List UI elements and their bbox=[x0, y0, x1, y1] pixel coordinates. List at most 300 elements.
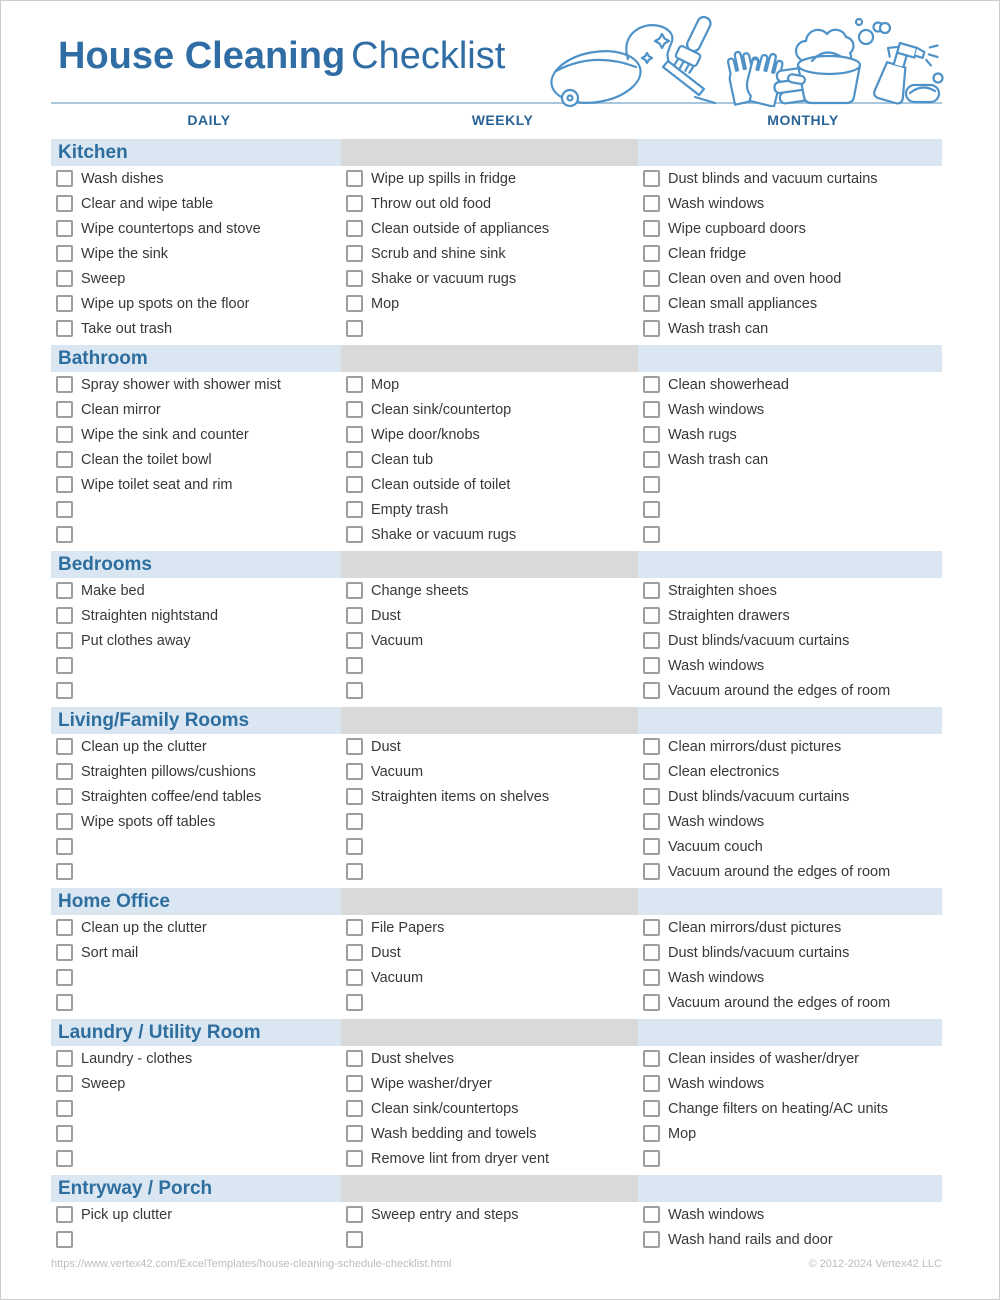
task-checkbox[interactable] bbox=[643, 1050, 660, 1067]
task-cell-daily bbox=[51, 451, 341, 468]
task-checkbox[interactable] bbox=[346, 170, 363, 187]
task-checkbox[interactable] bbox=[56, 1125, 73, 1142]
section-title: Home Office bbox=[58, 891, 170, 912]
task-cell-monthly bbox=[638, 582, 942, 599]
column-headers bbox=[51, 104, 942, 135]
task-cell-monthly bbox=[638, 969, 942, 986]
task-checkbox[interactable] bbox=[56, 1050, 73, 1067]
band-segment-monthly bbox=[638, 551, 942, 578]
task-checkbox[interactable] bbox=[643, 1100, 660, 1117]
task-checkbox[interactable] bbox=[56, 763, 73, 780]
task-checkbox[interactable] bbox=[346, 1150, 363, 1167]
task-label: Clean outside of toilet bbox=[371, 476, 511, 493]
task-row bbox=[51, 422, 942, 447]
task-cell-daily bbox=[51, 376, 341, 393]
task-checkbox[interactable] bbox=[346, 863, 363, 880]
task-checkbox[interactable] bbox=[346, 1075, 363, 1092]
task-row bbox=[51, 809, 942, 834]
section-header-band bbox=[51, 888, 942, 915]
task-checkbox[interactable] bbox=[56, 320, 73, 337]
task-checkbox[interactable] bbox=[346, 1125, 363, 1142]
task-checkbox[interactable] bbox=[56, 582, 73, 599]
task-label: Change sheets bbox=[371, 582, 469, 599]
section-title: Living/Family Rooms bbox=[58, 710, 250, 731]
task-row bbox=[51, 1096, 942, 1121]
task-row bbox=[51, 1146, 942, 1171]
task-checkbox[interactable] bbox=[643, 195, 660, 212]
task-label: Vacuum couch bbox=[668, 838, 763, 855]
task-checkbox[interactable] bbox=[643, 295, 660, 312]
section-laundry-utility-room bbox=[51, 1019, 942, 1171]
page-title-main: House Cleaning bbox=[58, 35, 346, 77]
section-title: Bathroom bbox=[58, 348, 148, 369]
task-label: Shake or vacuum rugs bbox=[371, 526, 517, 543]
task-checkbox[interactable] bbox=[346, 607, 363, 624]
task-checkbox[interactable] bbox=[643, 838, 660, 855]
section-title: Laundry / Utility Room bbox=[58, 1022, 261, 1043]
task-cell-daily bbox=[51, 1150, 341, 1167]
band-segment-weekly bbox=[341, 707, 638, 734]
task-checkbox[interactable] bbox=[346, 1050, 363, 1067]
task-checkbox[interactable] bbox=[56, 526, 73, 543]
task-cell-daily bbox=[51, 919, 341, 936]
task-checkbox[interactable] bbox=[346, 582, 363, 599]
task-checkbox[interactable] bbox=[643, 1150, 660, 1167]
task-checkbox[interactable] bbox=[643, 1206, 660, 1223]
task-checkbox[interactable] bbox=[56, 944, 73, 961]
task-checkbox[interactable] bbox=[643, 270, 660, 287]
task-label: Clean sink/countertops bbox=[371, 1100, 519, 1117]
task-row bbox=[51, 1202, 942, 1227]
task-checkbox[interactable] bbox=[643, 320, 660, 337]
task-checkbox[interactable] bbox=[346, 763, 363, 780]
task-row bbox=[51, 241, 942, 266]
task-checkbox[interactable] bbox=[643, 919, 660, 936]
task-checkbox[interactable] bbox=[56, 195, 73, 212]
band-segment-weekly bbox=[341, 551, 638, 578]
task-checkbox[interactable] bbox=[346, 245, 363, 262]
task-cell-weekly bbox=[341, 1206, 638, 1223]
task-cell-weekly bbox=[341, 245, 638, 262]
task-cell-monthly bbox=[638, 295, 942, 312]
task-label: Put clothes away bbox=[81, 632, 191, 649]
task-checkbox[interactable] bbox=[643, 788, 660, 805]
task-checkbox[interactable] bbox=[56, 863, 73, 880]
task-cell-daily bbox=[51, 270, 341, 287]
section-title: Bedrooms bbox=[58, 554, 152, 575]
task-label: Clean up the clutter bbox=[81, 738, 207, 755]
task-label: Vacuum bbox=[371, 632, 424, 649]
task-label: Wipe the sink and counter bbox=[81, 426, 249, 443]
band-segment-weekly bbox=[341, 139, 638, 166]
task-cell-daily bbox=[51, 426, 341, 443]
band-segment-weekly bbox=[341, 888, 638, 915]
task-checkbox[interactable] bbox=[346, 426, 363, 443]
task-checkbox[interactable] bbox=[643, 401, 660, 418]
task-cell-weekly bbox=[341, 607, 638, 624]
task-row bbox=[51, 578, 942, 603]
task-checkbox[interactable] bbox=[643, 170, 660, 187]
task-checkbox[interactable] bbox=[346, 320, 363, 337]
task-label: Wipe toilet seat and rim bbox=[81, 476, 233, 493]
task-cell-weekly bbox=[341, 969, 638, 986]
task-checkbox[interactable] bbox=[643, 632, 660, 649]
section-bathroom bbox=[51, 345, 942, 547]
task-cell-daily bbox=[51, 969, 341, 986]
task-label: Straighten coffee/end tables bbox=[81, 788, 262, 805]
task-cell-daily bbox=[51, 476, 341, 493]
task-label: Clean sink/countertop bbox=[371, 401, 512, 418]
task-checkbox[interactable] bbox=[56, 838, 73, 855]
task-checkbox[interactable] bbox=[56, 813, 73, 830]
task-label: Dust blinds/vacuum curtains bbox=[668, 632, 850, 649]
task-row bbox=[51, 759, 942, 784]
task-cell-monthly bbox=[638, 526, 942, 543]
task-label: Clean outside of appliances bbox=[371, 220, 550, 237]
task-cell-daily bbox=[51, 632, 341, 649]
task-checkbox[interactable] bbox=[643, 1231, 660, 1248]
task-cell-weekly bbox=[341, 1075, 638, 1092]
task-checkbox[interactable] bbox=[346, 501, 363, 518]
task-label: Scrub and shine sink bbox=[371, 245, 506, 262]
task-cell-monthly bbox=[638, 1125, 942, 1142]
task-checkbox[interactable] bbox=[56, 607, 73, 624]
task-cell-monthly bbox=[638, 1150, 942, 1167]
task-cell-daily bbox=[51, 1231, 341, 1248]
band-segment-daily bbox=[51, 1019, 341, 1046]
task-cell-weekly bbox=[341, 401, 638, 418]
task-cell-monthly bbox=[638, 220, 942, 237]
task-cell-weekly bbox=[341, 270, 638, 287]
section-entryway-porch bbox=[51, 1175, 942, 1252]
task-cell-daily bbox=[51, 682, 341, 699]
task-cell-weekly bbox=[341, 788, 638, 805]
task-cell-weekly bbox=[341, 682, 638, 699]
task-row bbox=[51, 1227, 942, 1252]
task-cell-monthly bbox=[638, 994, 942, 1011]
task-checkbox[interactable] bbox=[56, 1150, 73, 1167]
task-label: Clean mirrors/dust pictures bbox=[668, 919, 842, 936]
task-checkbox[interactable] bbox=[643, 376, 660, 393]
task-checkbox[interactable] bbox=[643, 451, 660, 468]
task-cell-weekly bbox=[341, 426, 638, 443]
task-checkbox[interactable] bbox=[56, 788, 73, 805]
task-checkbox[interactable] bbox=[56, 170, 73, 187]
task-label: Throw out old food bbox=[371, 195, 492, 212]
task-checkbox[interactable] bbox=[643, 969, 660, 986]
band-segment-weekly bbox=[341, 1019, 638, 1046]
task-label: Dust blinds/vacuum curtains bbox=[668, 788, 850, 805]
task-cell-monthly bbox=[638, 632, 942, 649]
task-checkbox[interactable] bbox=[643, 607, 660, 624]
task-cell-daily bbox=[51, 245, 341, 262]
column-header-weekly: WEEKLY bbox=[471, 111, 534, 128]
task-cell-weekly bbox=[341, 1231, 638, 1248]
task-checkbox[interactable] bbox=[346, 919, 363, 936]
task-checkbox[interactable] bbox=[56, 657, 73, 674]
cleaning-illustration bbox=[544, 15, 944, 107]
task-checkbox[interactable] bbox=[56, 994, 73, 1011]
task-checkbox[interactable] bbox=[56, 1206, 73, 1223]
task-label: Empty trash bbox=[371, 501, 449, 518]
band-segment-daily bbox=[51, 551, 341, 578]
task-cell-daily bbox=[51, 582, 341, 599]
task-label: Dust bbox=[371, 607, 401, 624]
task-cell-daily bbox=[51, 1075, 341, 1092]
task-cell-daily bbox=[51, 526, 341, 543]
task-row bbox=[51, 603, 942, 628]
task-label: Wipe up spots on the floor bbox=[81, 295, 250, 312]
task-checkbox[interactable] bbox=[346, 1231, 363, 1248]
task-checkbox[interactable] bbox=[643, 738, 660, 755]
task-checkbox[interactable] bbox=[346, 476, 363, 493]
task-checkbox[interactable] bbox=[643, 813, 660, 830]
task-label: Straighten items on shelves bbox=[371, 788, 550, 805]
task-label: Wash bedding and towels bbox=[371, 1125, 537, 1142]
task-checkbox[interactable] bbox=[346, 788, 363, 805]
task-checkbox[interactable] bbox=[56, 969, 73, 986]
task-checkbox[interactable] bbox=[643, 526, 660, 543]
task-label: Wash hand rails and door bbox=[668, 1231, 833, 1248]
task-checkbox[interactable] bbox=[56, 682, 73, 699]
task-cell-daily bbox=[51, 295, 341, 312]
task-cell-weekly bbox=[341, 1100, 638, 1117]
task-label: Sweep entry and steps bbox=[371, 1206, 519, 1223]
task-checkbox[interactable] bbox=[643, 1075, 660, 1092]
task-checkbox[interactable] bbox=[346, 376, 363, 393]
task-cell-monthly bbox=[638, 1100, 942, 1117]
task-row bbox=[51, 291, 942, 316]
task-label: Mop bbox=[371, 376, 400, 393]
footer-url: https://www.vertex42.com/ExcelTemplates/house-cleaning-schedule-checklist.html bbox=[51, 1258, 452, 1270]
section-kitchen bbox=[51, 139, 942, 341]
task-label: Wash trash can bbox=[668, 320, 769, 337]
task-checkbox[interactable] bbox=[643, 220, 660, 237]
task-checkbox[interactable] bbox=[56, 501, 73, 518]
task-cell-daily bbox=[51, 1050, 341, 1067]
task-cell-weekly bbox=[341, 763, 638, 780]
task-checkbox[interactable] bbox=[346, 195, 363, 212]
task-checkbox[interactable] bbox=[56, 376, 73, 393]
task-row bbox=[51, 397, 942, 422]
task-checkbox[interactable] bbox=[346, 295, 363, 312]
task-label: Straighten nightstand bbox=[81, 607, 219, 624]
task-checkbox[interactable] bbox=[643, 763, 660, 780]
task-cell-weekly bbox=[341, 838, 638, 855]
task-checkbox[interactable] bbox=[56, 245, 73, 262]
page-title-sub: Checklist bbox=[351, 35, 506, 77]
task-checkbox[interactable] bbox=[346, 682, 363, 699]
task-checkbox[interactable] bbox=[643, 944, 660, 961]
task-cell-monthly bbox=[638, 1050, 942, 1067]
task-checkbox[interactable] bbox=[56, 295, 73, 312]
task-checkbox[interactable] bbox=[346, 220, 363, 237]
task-cell-daily bbox=[51, 1125, 341, 1142]
task-row bbox=[51, 472, 942, 497]
task-checkbox[interactable] bbox=[56, 1231, 73, 1248]
task-row bbox=[51, 316, 942, 341]
task-row bbox=[51, 191, 942, 216]
soap-icon bbox=[906, 74, 943, 103]
task-checkbox[interactable] bbox=[346, 632, 363, 649]
task-cell-monthly bbox=[638, 944, 942, 961]
task-checkbox[interactable] bbox=[643, 426, 660, 443]
task-label: Wipe the sink bbox=[81, 245, 169, 262]
task-cell-daily bbox=[51, 220, 341, 237]
task-checkbox[interactable] bbox=[346, 526, 363, 543]
task-cell-monthly bbox=[638, 919, 942, 936]
task-checkbox[interactable] bbox=[346, 1206, 363, 1223]
task-label: Dust blinds/vacuum curtains bbox=[668, 944, 850, 961]
task-cell-daily bbox=[51, 994, 341, 1011]
task-cell-daily bbox=[51, 195, 341, 212]
task-cell-weekly bbox=[341, 170, 638, 187]
task-checkbox[interactable] bbox=[643, 1125, 660, 1142]
task-cell-monthly bbox=[638, 607, 942, 624]
task-cell-monthly bbox=[638, 1231, 942, 1248]
task-checkbox[interactable] bbox=[346, 944, 363, 961]
task-checkbox[interactable] bbox=[56, 919, 73, 936]
task-cell-daily bbox=[51, 763, 341, 780]
task-label: Wipe cupboard doors bbox=[668, 220, 806, 237]
task-label: Clean fridge bbox=[668, 245, 747, 262]
band-segment-daily bbox=[51, 707, 341, 734]
task-label: Clean mirrors/dust pictures bbox=[668, 738, 842, 755]
task-row bbox=[51, 734, 942, 759]
task-checkbox[interactable] bbox=[643, 994, 660, 1011]
task-checkbox[interactable] bbox=[346, 270, 363, 287]
task-label: Wash trash can bbox=[668, 451, 769, 468]
task-label: Clean showerhead bbox=[668, 376, 789, 393]
task-row bbox=[51, 990, 942, 1015]
task-checkbox[interactable] bbox=[346, 401, 363, 418]
task-checkbox[interactable] bbox=[643, 657, 660, 674]
task-cell-weekly bbox=[341, 738, 638, 755]
task-label: Dust bbox=[371, 738, 401, 755]
task-checkbox[interactable] bbox=[56, 738, 73, 755]
footer bbox=[51, 1258, 942, 1270]
task-checkbox[interactable] bbox=[643, 245, 660, 262]
task-checkbox[interactable] bbox=[346, 738, 363, 755]
task-label: Wipe countertops and stove bbox=[81, 220, 261, 237]
task-checkbox[interactable] bbox=[643, 501, 660, 518]
task-checkbox[interactable] bbox=[56, 632, 73, 649]
task-label: Laundry - clothes bbox=[81, 1050, 193, 1067]
footer-copyright: © 2012-2024 Vertex42 LLC bbox=[808, 1258, 942, 1270]
task-cell-weekly bbox=[341, 582, 638, 599]
content bbox=[51, 1, 942, 1270]
task-row bbox=[51, 1046, 942, 1071]
band-segment-daily bbox=[51, 139, 341, 166]
task-checkbox[interactable] bbox=[56, 476, 73, 493]
task-checkbox[interactable] bbox=[346, 451, 363, 468]
task-cell-daily bbox=[51, 657, 341, 674]
task-checkbox[interactable] bbox=[643, 682, 660, 699]
band-segment-monthly bbox=[638, 139, 942, 166]
task-checkbox[interactable] bbox=[346, 838, 363, 855]
task-cell-weekly bbox=[341, 863, 638, 880]
task-cell-monthly bbox=[638, 863, 942, 880]
task-label: Sweep bbox=[81, 1075, 126, 1092]
task-checkbox[interactable] bbox=[56, 220, 73, 237]
task-row bbox=[51, 266, 942, 291]
task-label: Straighten pillows/cushions bbox=[81, 763, 256, 780]
task-cell-daily bbox=[51, 607, 341, 624]
task-label: Change filters on heating/AC units bbox=[668, 1100, 889, 1117]
task-checkbox[interactable] bbox=[56, 451, 73, 468]
task-label: Dust bbox=[371, 944, 401, 961]
task-checkbox[interactable] bbox=[643, 582, 660, 599]
band-segment-daily bbox=[51, 888, 341, 915]
task-checkbox[interactable] bbox=[346, 994, 363, 1011]
task-label: Wash windows bbox=[668, 401, 765, 418]
task-cell-daily bbox=[51, 170, 341, 187]
task-checkbox[interactable] bbox=[346, 813, 363, 830]
task-cell-daily bbox=[51, 813, 341, 830]
task-label: Vacuum around the edges of room bbox=[668, 682, 891, 699]
task-checkbox[interactable] bbox=[643, 476, 660, 493]
task-checkbox[interactable] bbox=[56, 1100, 73, 1117]
task-checkbox[interactable] bbox=[56, 270, 73, 287]
task-cell-weekly bbox=[341, 1150, 638, 1167]
task-label: Dust shelves bbox=[371, 1050, 455, 1067]
task-row bbox=[51, 166, 942, 191]
task-checkbox[interactable] bbox=[346, 969, 363, 986]
task-checkbox[interactable] bbox=[56, 1075, 73, 1092]
task-label: Sweep bbox=[81, 270, 126, 287]
task-label: Clean the toilet bowl bbox=[81, 451, 212, 468]
task-cell-monthly bbox=[638, 738, 942, 755]
band-segment-monthly bbox=[638, 707, 942, 734]
task-label: Clean oven and oven hood bbox=[668, 270, 842, 287]
task-checkbox[interactable] bbox=[346, 1100, 363, 1117]
task-label: Straighten drawers bbox=[668, 607, 790, 624]
task-checkbox[interactable] bbox=[346, 657, 363, 674]
band-segment-monthly bbox=[638, 1175, 942, 1202]
task-cell-weekly bbox=[341, 220, 638, 237]
task-checkbox[interactable] bbox=[643, 863, 660, 880]
task-cell-daily bbox=[51, 1100, 341, 1117]
task-label: Spray shower with shower mist bbox=[81, 376, 281, 393]
task-row bbox=[51, 522, 942, 547]
section-living-family-rooms bbox=[51, 707, 942, 884]
task-cell-monthly bbox=[638, 320, 942, 337]
task-cell-daily bbox=[51, 838, 341, 855]
task-cell-daily bbox=[51, 320, 341, 337]
task-cell-weekly bbox=[341, 994, 638, 1011]
task-label: Clean up the clutter bbox=[81, 919, 207, 936]
section-header-band bbox=[51, 139, 942, 166]
task-label: Clean small appliances bbox=[668, 295, 818, 312]
task-label: File Papers bbox=[371, 919, 445, 936]
task-cell-monthly bbox=[638, 451, 942, 468]
task-label: Wash windows bbox=[668, 657, 765, 674]
task-cell-monthly bbox=[638, 476, 942, 493]
task-label: Vacuum bbox=[371, 763, 424, 780]
task-checkbox[interactable] bbox=[56, 426, 73, 443]
column-header-monthly: MONTHLY bbox=[767, 111, 839, 128]
task-row bbox=[51, 1121, 942, 1146]
section-header-band bbox=[51, 345, 942, 372]
task-label: Vacuum bbox=[371, 969, 424, 986]
task-row bbox=[51, 834, 942, 859]
task-label: Take out trash bbox=[81, 320, 173, 337]
task-label: Wipe washer/dryer bbox=[371, 1075, 492, 1092]
task-checkbox[interactable] bbox=[56, 401, 73, 418]
task-row bbox=[51, 216, 942, 241]
task-cell-weekly bbox=[341, 919, 638, 936]
header bbox=[51, 1, 942, 104]
